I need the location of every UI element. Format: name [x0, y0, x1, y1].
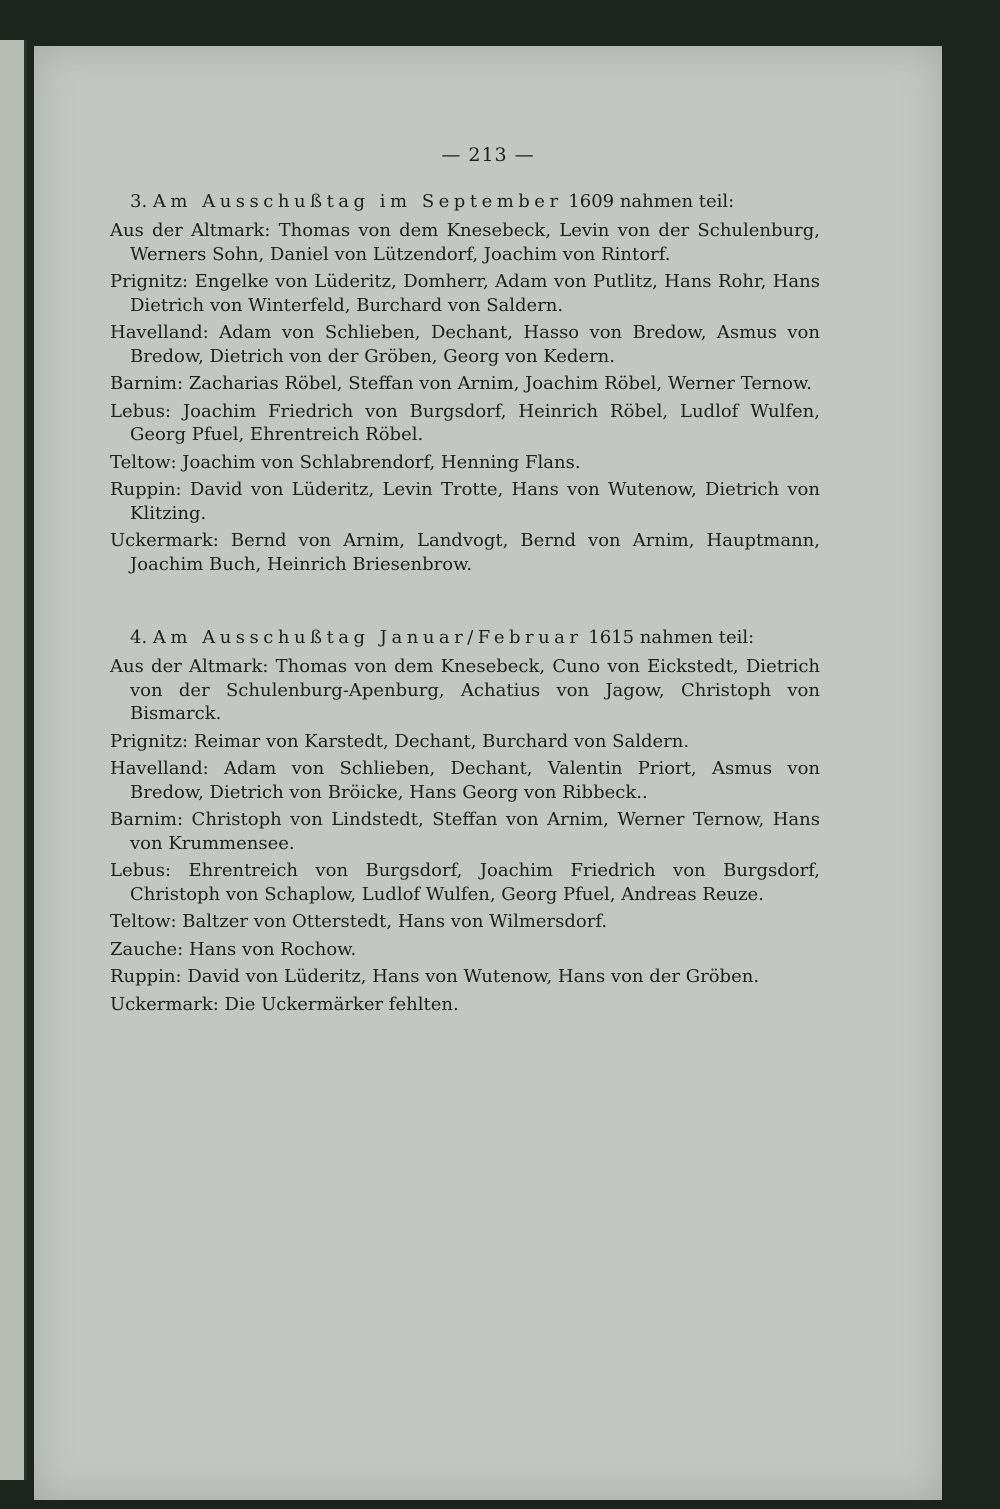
names: Thomas von dem Knesebeck, Levin von der Schulenburg, Werners Sohn, Daniel von Lützendorf, Joachim von Rintorf.: [130, 220, 820, 265]
names: Die Uckermärker fehlten.: [224, 993, 459, 1015]
list-item: [110, 451, 820, 475]
heading-spaced: Am Ausschußtag Januar/Februar: [152, 627, 583, 648]
book-page: [34, 46, 942, 1500]
names: Adam von Schlieben, Dechant, Valentin Priort, Asmus von Bredow, Dietrich von Bröicke, Hans Georg von Ribbeck..: [130, 758, 820, 803]
heading-rest: 1615 nahmen teil:: [588, 627, 755, 648]
section-4: [110, 624, 820, 1016]
region-label: Uckermark:: [110, 530, 219, 551]
names: Joachim Friedrich von Burgsdorf, Heinrich Röbel, Ludlof Wulfen, Georg Pfuel, Ehrentreich Röbel.: [130, 400, 820, 445]
region-label: Lebus:: [110, 400, 172, 422]
heading-rest: 1609 nahmen teil:: [568, 191, 735, 212]
region-label: Teltow:: [110, 911, 177, 932]
names: Zacharias Röbel, Steffan von Arnim, Joachim Röbel, Werner Ternow.: [188, 373, 812, 394]
list-item: [110, 529, 820, 576]
names: David von Lüderitz, Levin Trotte, Hans von Wutenow, Dietrich von Klitzing.: [130, 479, 820, 524]
region-label: Uckermark:: [110, 993, 219, 1015]
list-item: [110, 859, 820, 906]
list-item: [110, 730, 820, 754]
names: Ehrentreich von Burgsdorf, Joachim Friedrich von Burgsdorf, Christoph von Schaplow, Ludlof Wulfen, Georg Pfuel, Andreas Reuze.: [130, 860, 820, 905]
list-item: [110, 372, 820, 396]
list-item: [110, 321, 820, 368]
region-label: Barnim:: [110, 373, 184, 394]
region-label: Ruppin:: [110, 479, 182, 500]
list-item: [110, 910, 820, 934]
names: Thomas von dem Knesebeck, Cuno von Eickstedt, Dietrich von der Schulenburg-Apenburg, Achatius von Jagow, Christoph von Bismarck.: [130, 656, 820, 724]
region-label: Aus der Altmark:: [110, 220, 271, 241]
region-label: Aus der Altmark:: [110, 656, 269, 677]
heading-spaced: Am Ausschußtag im September: [152, 191, 563, 212]
list-item: [110, 965, 820, 989]
region-label: Prignitz:: [110, 271, 189, 292]
page-number: — 213 —: [441, 144, 535, 166]
list-item: [110, 808, 820, 855]
names: Bernd von Arnim, Landvogt, Bernd von Arnim, Hauptmann, Joachim Buch, Heinrich Briesenbrow.: [130, 530, 820, 575]
list-item: [110, 993, 820, 1017]
names: Christoph von Lindstedt, Steffan von Arnim, Werner Ternow, Hans von Krummensee.: [130, 809, 820, 854]
region-label: Lebus:: [110, 860, 172, 881]
region-label: Ruppin:: [110, 966, 182, 987]
names: Reimar von Karstedt, Dechant, Burchard von Saldern.: [193, 730, 690, 752]
list-item: [110, 938, 820, 962]
section-heading: [110, 624, 820, 651]
names: David von Lüderitz, Hans von Wutenow, Hans von der Gröben.: [187, 966, 760, 987]
list-item: [110, 478, 820, 525]
region-label: Prignitz:: [110, 730, 189, 752]
list-item: [110, 270, 820, 317]
names: Engelke von Lüderitz, Domherr, Adam von Putlitz, Hans Rohr, Hans Dietrich von Winterfeld, Burchard von Saldern.: [130, 271, 820, 316]
region-label: Barnim:: [110, 809, 184, 830]
list-item: [110, 757, 820, 804]
list-item: [110, 219, 820, 266]
region-label: Havelland:: [110, 322, 209, 343]
names: Hans von Rochow.: [188, 938, 357, 960]
section-3: [110, 188, 820, 576]
names: Baltzer von Otterstedt, Hans von Wilmersdorf.: [182, 911, 608, 932]
region-label: Zauche:: [110, 938, 184, 960]
region-label: Havelland:: [110, 758, 209, 779]
list-item: [110, 400, 820, 447]
facing-page-edge: [0, 40, 27, 1480]
section-number: 3.: [130, 191, 148, 212]
names: Joachim von Schlabrendorf, Henning Flans.: [182, 451, 581, 473]
section-heading: [110, 188, 820, 215]
names: Adam von Schlieben, Dechant, Hasso von Bredow, Asmus von Bredow, Dietrich von der Gröben, Georg von Kedern.: [130, 322, 820, 367]
list-item: [110, 655, 820, 726]
region-label: Teltow:: [110, 451, 177, 473]
section-number: 4.: [130, 627, 148, 648]
